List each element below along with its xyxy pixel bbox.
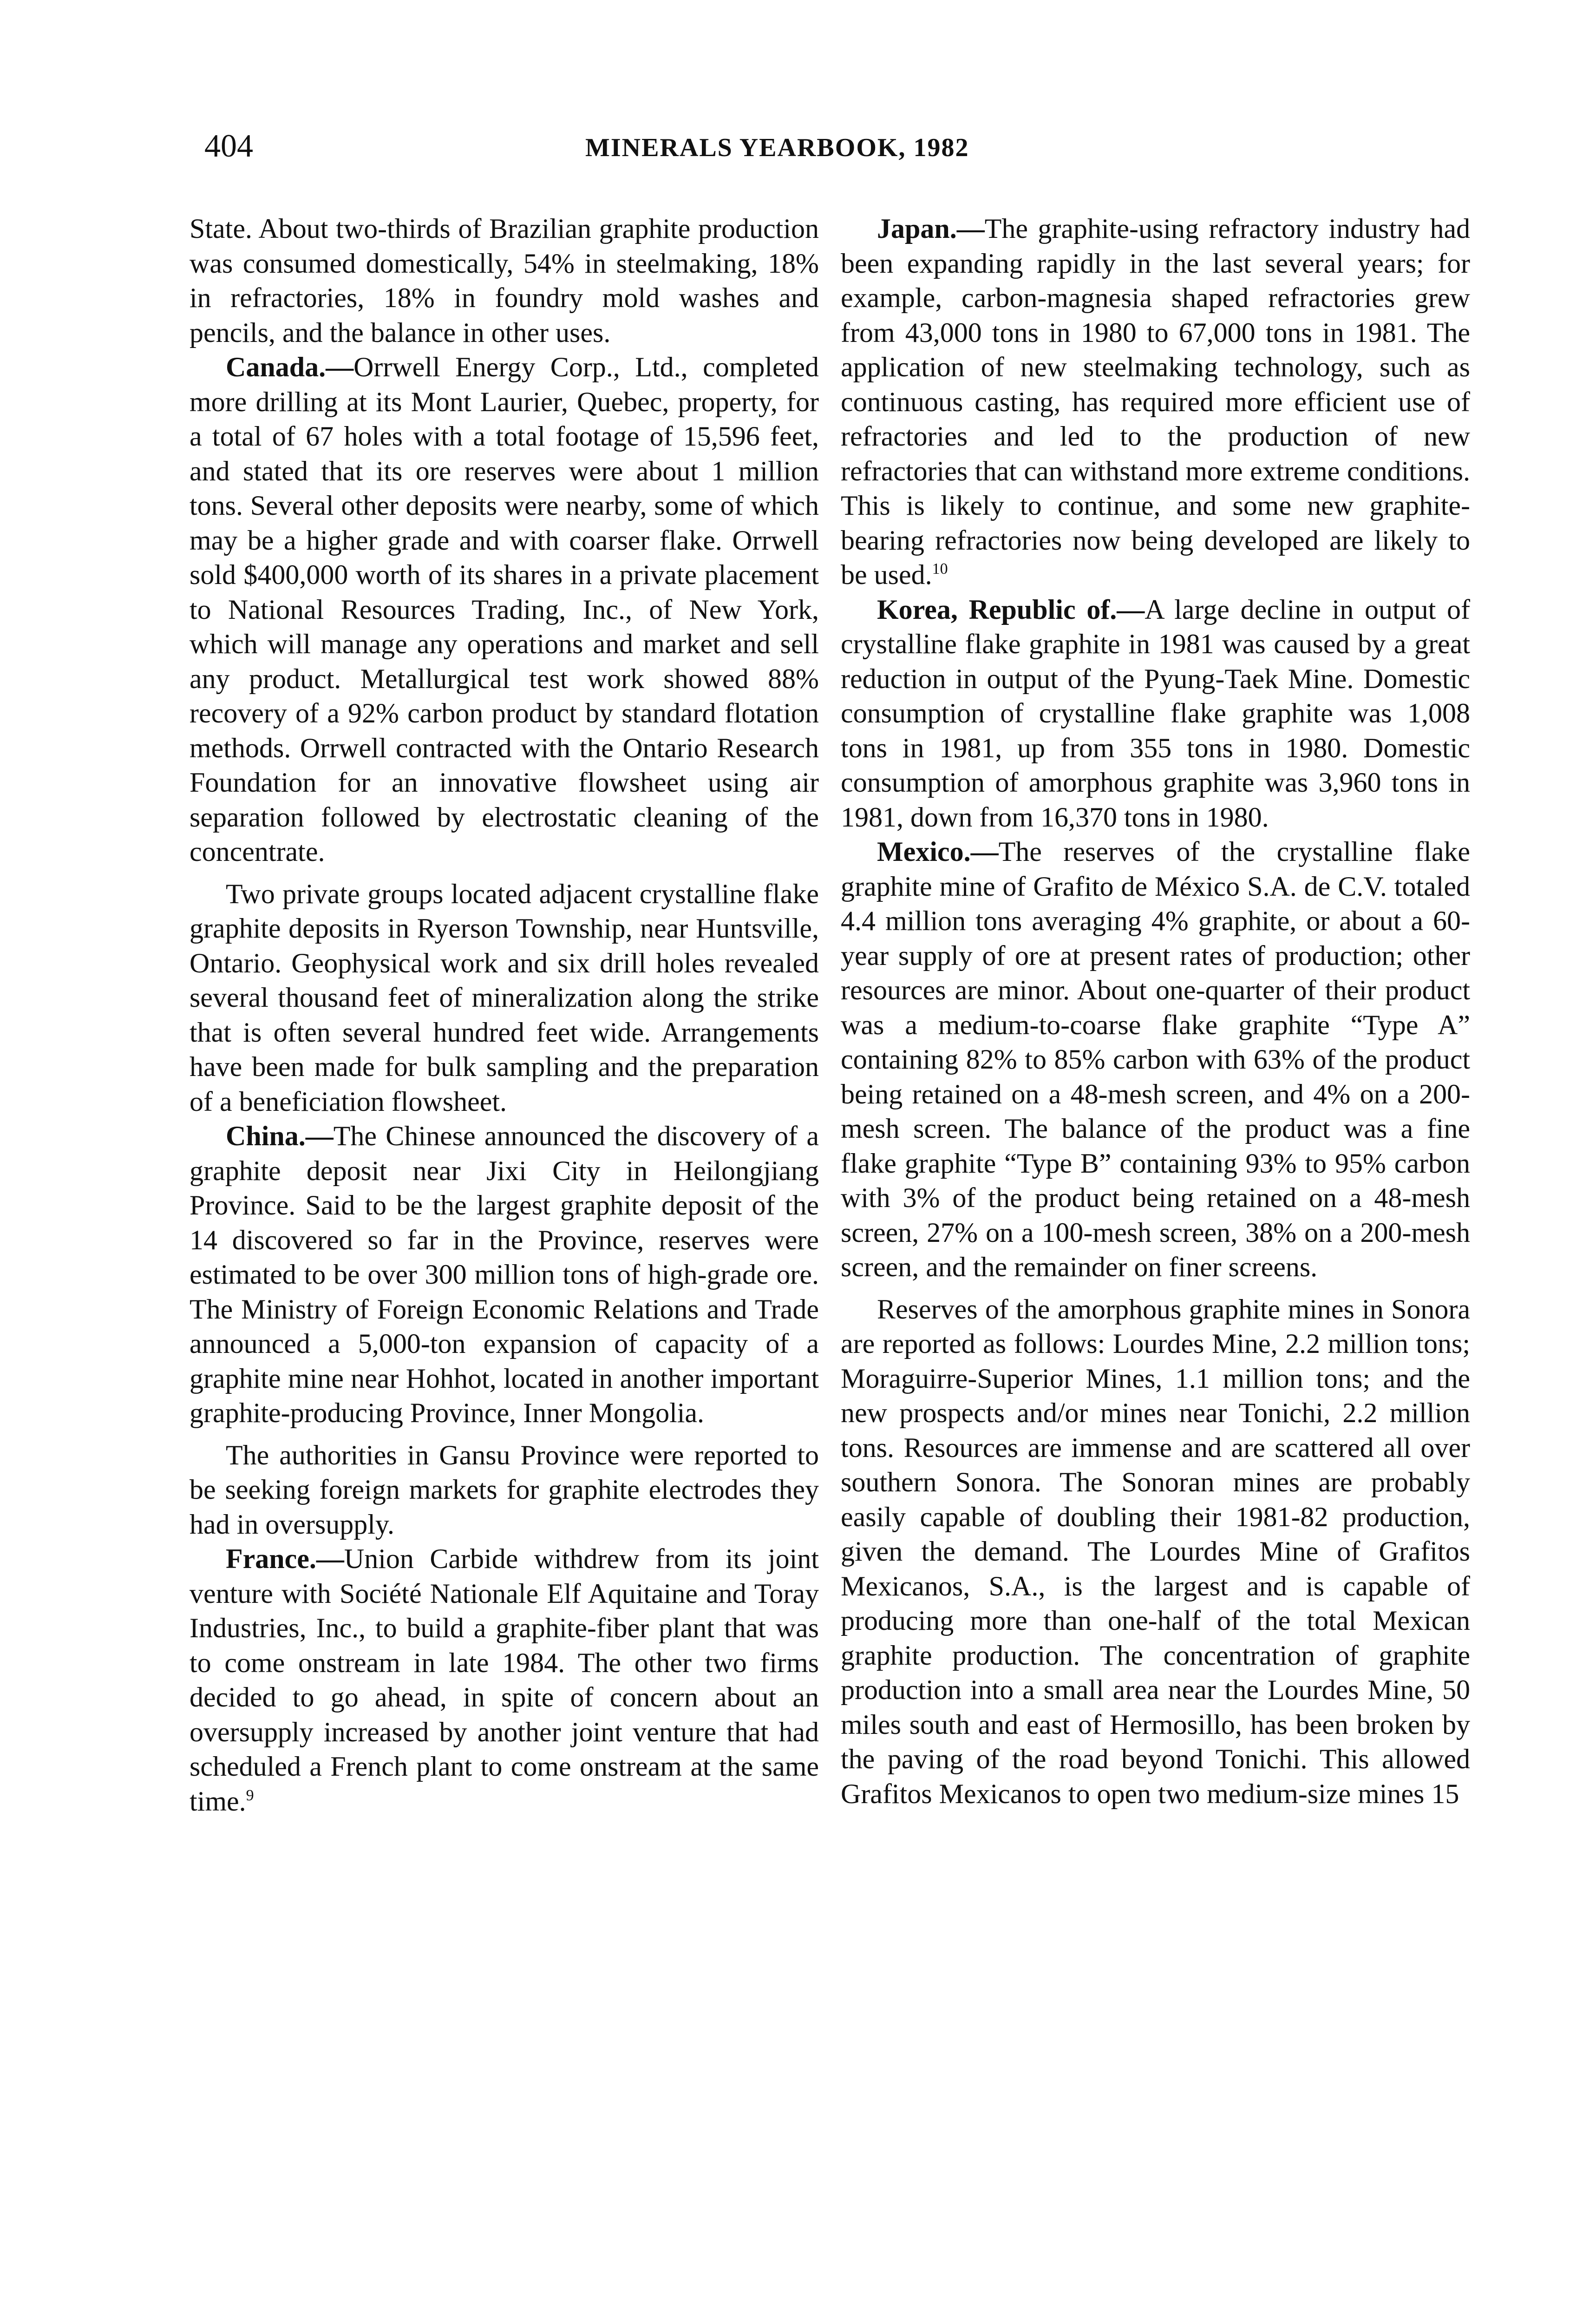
korea-paragraph [841,592,1470,835]
france-paragraph [190,1542,819,1818]
korea-text: A large decline in output of crystalline flake graphite in 1981 was caused by a great reduction in output of the Pyung-Taek Mine. Domestic consumption of crystalline flake graphite was 1,008 tons in 1981, up from 355 tons in 1980. Domestic consumption of amorphous graphite was 3,960 tons in 1981, down from 16,370 tons in 1980. [841,594,1470,833]
canada-heading: Canada.— [226,352,354,382]
mexico-paragraph-2: Reserves of the amorphous graphite mines in Sonora are reported as follows: Lourdes Mine, 2.2 million tons; Moraguirre-Superior Mines, 1.1 million tons; and the new prospects and/or mines near Tonichi, 2.2 million tons. Resources are immense and are scattered all over southern Sonora. The Sonoran mines are probably easily capable of doubling their 1981-82 production, given the demand. The Lourdes Mine of Grafitos Mexicanos, S.A., is the largest and is capable of producing more than one-half of the total Mexican graphite production. The concentration of graphite production into a small area near the Lourdes Mine, 50 miles south and east of Hermosillo, has been broken by the paving of the road beyond Tonichi. This allowed Grafitos Mexicanos to open two medium-size mines 15 [841,1293,1470,1809]
footnote-ref-9: 9 [246,1786,254,1804]
japan-heading: Japan.— [877,213,985,244]
canada-paragraph-2: Two private groups located adjacent crystalline flake graphite deposits in Ryerson Township, near Huntsville, Ontario. Geophysical work and six drill holes revealed several thousand feet of mineralization along the strike that is often several hundred feet wide. Arrangements have been made for bulk sampling and the preparation of a beneficiation flowsheet. [190,878,819,1117]
france-heading: France.— [226,1543,344,1574]
china-heading: China.— [226,1121,334,1151]
japan-paragraph [841,211,1470,592]
footnote-ref-10: 10 [932,560,948,577]
china-text: The Chinese announced the discovery of a graphite deposit near Jixi City in Heilongjiang Province. Said to be the largest graphite deposit of the 14 discovered so far in the Province, reserves were estimated to be over 300 million tons of high-grade ore. The Ministry of Foreign Economic Relations and Trade announced a 5,000-ton expansion of capacity of a graphite mine near Hohhot, located in another important graphite-producing Province, Inner Mongolia. [190,1121,819,1428]
brazil-continued-paragraph: State. About two-thirds of Brazilian graphite production was consumed domestically, 54% in steelmaking, 18% in refractories, 18% in foundry mold washes and pencils, and the balance in other uses. [190,213,819,348]
france-text: Union Carbide withdrew from its joint venture with Société Nationale Elf Aquitaine and Toray Industries, Inc., to build a graphite-fiber plant that was to come onstream in late 1984. The other two firms decided to go ahead, in spite of concern about an oversupply increased by another joint venture that had scheduled a French plant to come onstream at the same time. [190,1543,819,1817]
japan-text: The graphite-using refractory industry had been expanding rapidly in the last several years; for example, carbon-magnesia shaped refractories grew from 43,000 tons in 1980 to 67,000 tons in 1981. The application of new steelmaking technology, such as continuous casting, has required more efficient use of refractories and led to the production of new refractories that can withstand more extreme conditions. This is likely to continue, and some new graphite-bearing refractories now being developed are likely to be used. [841,213,1470,590]
korea-heading: Korea, Republic of.— [877,594,1145,625]
page-number: 404 [204,128,253,164]
china-paragraph-2: The authorities in Gansu Province were reported to be seeking foreign markets for graphite electrodes they had in oversupply. [190,1439,819,1540]
canada-text: Orrwell Energy Corp., Ltd., completed more drilling at its Mont Laurier, Quebec, property, for a total of 67 holes with a total footage of 15,596 feet, and stated that its ore reserves were about 1 million tons. Several other deposits were nearby, some of which may be a higher grade and with coarser flake. Orrwell sold $400,000 worth of its shares in a private placement to National Resources Trading, Inc., of New York, which will manage any operations and market and sell any product. Metallurgical test work showed 88% recovery of a 92% carbon product by standard flotation methods. Orrwell contracted with the Ontario Research Foundation for an innovative flowsheet using air separation followed by electrostatic cleaning of the concentrate. [190,352,819,867]
mexico-text: The reserves of the crystalline flake graphite mine of Grafito de México S.A. de C.V. totaled 4.4 million tons averaging 4% graphite, or about a 60-year supply of ore at present rates of production; other resources are minor. About one-quarter of their product was a medium-to-coarse flake graphite “Type A” containing 82% to 85% carbon with 63% of the product being retained on a 48-mesh screen, and 4% on a 200-mesh screen. The balance of the product was a fine flake graphite “Type B” containing 93% to 95% carbon with 3% of the product being retained on a 48-mesh screen, 27% on a 100-mesh screen, 38% on a 200-mesh screen, and the remainder on finer screens. [841,836,1470,1282]
mexico-heading: Mexico.— [877,836,999,867]
china-paragraph [190,1119,819,1431]
canada-paragraph [190,350,819,869]
left-column [190,211,819,1818]
running-title: MINERALS YEARBOOK, 1982 [585,133,969,162]
mexico-paragraph [841,834,1470,1285]
right-column [841,211,1470,1811]
